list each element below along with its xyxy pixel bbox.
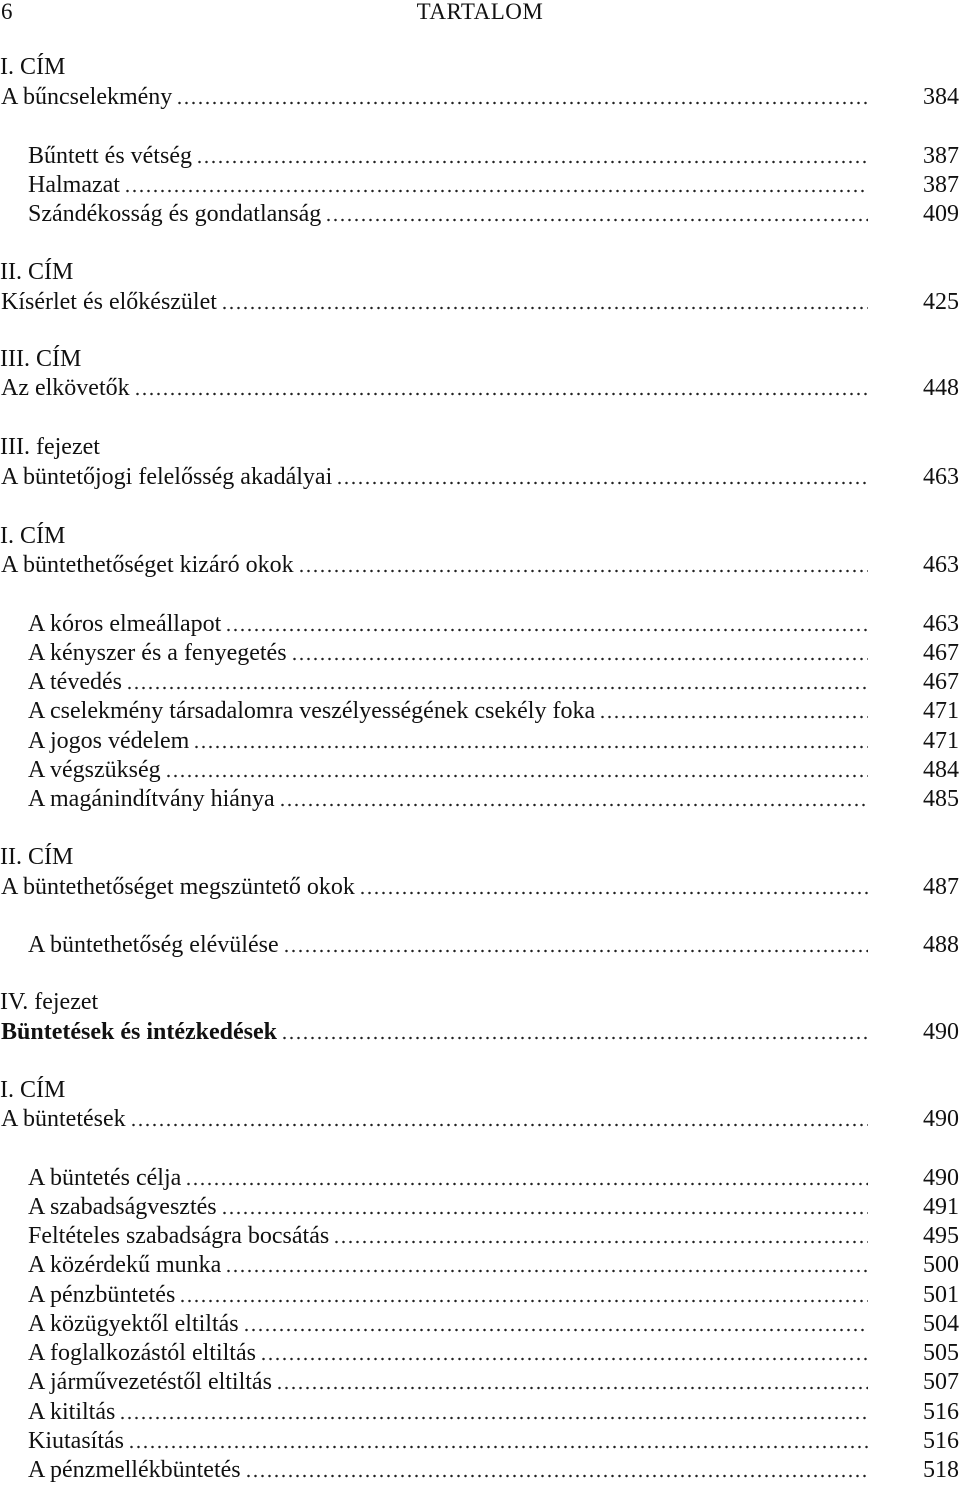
dot-leader (333, 1240, 868, 1244)
dot-leader (279, 803, 868, 807)
dot-leader (193, 745, 868, 749)
toc-entry: A szabadságvesztés 491 (28, 1194, 959, 1220)
toc-entry: A foglalkozástól eltiltás 505 (28, 1340, 959, 1366)
toc-entry: A pénzmellékbüntetés 518 (28, 1457, 959, 1483)
toc-entry: A cselekmény társadalomra veszélyességének csekély foka 471 (28, 698, 959, 724)
dot-leader (298, 569, 868, 573)
toc-entry: A pénzbüntetés 501 (28, 1282, 959, 1308)
toc-entry: A magánindítvány hiánya 485 (28, 786, 959, 812)
running-title: TARTALOM (416, 0, 544, 24)
dot-leader (176, 101, 868, 105)
dot-leader (179, 1299, 868, 1303)
dot-leader (276, 1386, 868, 1390)
dot-leader (165, 774, 868, 778)
dot-leader (291, 657, 868, 661)
toc-entry: Bűntett és vétség 387 (28, 143, 959, 169)
toc-entry: A járművezetéstől eltiltás 507 (28, 1369, 959, 1395)
toc-entry: Feltételes szabadságra bocsátás 495 (28, 1223, 959, 1249)
dot-leader (245, 1474, 868, 1478)
dot-leader (325, 218, 868, 222)
dot-leader (134, 392, 868, 396)
dot-leader (281, 1036, 868, 1040)
dot-leader (221, 306, 868, 310)
dot-leader (126, 686, 868, 690)
toc-entry: A végszükség 484 (28, 757, 959, 783)
toc-entry: Kiutasítás 516 (28, 1428, 959, 1454)
dot-leader (124, 189, 868, 193)
toc-entry: A büntetőjogi felelősség akadályai 463 (1, 464, 959, 490)
toc-entry: Az elkövetők 448 (1, 375, 959, 401)
toc-entry: A büntetés célja 490 (28, 1165, 959, 1191)
dot-leader (599, 715, 868, 719)
toc-entry: A tévedés 467 (28, 669, 959, 695)
toc-heading: IV. fejezet (0, 989, 99, 1015)
toc-heading: II. CÍM (0, 259, 74, 285)
toc-entry: Halmazat 387 (28, 172, 959, 198)
toc-entry: A büntethetőséget kizáró okok 463 (1, 552, 959, 578)
toc-entry: A büntethetőség elévülése 488 (28, 932, 959, 958)
toc-entry: A büntetések 490 (1, 1106, 959, 1132)
toc-entry: A közügyektől eltiltás 504 (28, 1311, 959, 1337)
toc-entry: A kóros elmeállapot 463 (28, 611, 959, 637)
toc-heading: I. CÍM (0, 523, 66, 549)
toc-heading: II. CÍM (0, 844, 74, 870)
dot-leader (260, 1357, 868, 1361)
dot-leader (185, 1182, 868, 1186)
dot-leader (221, 1211, 868, 1215)
dot-leader (130, 1123, 868, 1127)
toc-entry: A büntethetőséget megszüntető okok 487 (1, 874, 959, 900)
toc-entry: A kényszer és a fenyegetés 467 (28, 640, 959, 666)
dot-leader (336, 481, 868, 485)
toc-heading: III. CÍM (0, 346, 82, 372)
toc-entry: A kitiltás 516 (28, 1399, 959, 1425)
page-number: 6 (1, 0, 13, 24)
dot-leader (225, 1269, 868, 1273)
toc-heading: III. fejezet (0, 434, 100, 460)
dot-leader (243, 1328, 868, 1332)
toc-entry: Szándékosság és gondatlanság 409 (28, 201, 959, 227)
toc-heading: I. CÍM (0, 54, 66, 80)
toc-heading: I. CÍM (0, 1077, 66, 1103)
toc-entry: A bűncselekmény 384 (1, 84, 959, 110)
dot-leader (283, 949, 868, 953)
dot-leader (225, 628, 868, 632)
dot-leader (196, 160, 868, 164)
dot-leader (128, 1445, 868, 1449)
dot-leader (119, 1416, 868, 1420)
dot-leader (359, 891, 868, 895)
page-header (0, 0, 960, 26)
toc-entry: A jogos védelem 471 (28, 728, 959, 754)
toc-entry: Büntetések és intézkedések 490 (1, 1019, 959, 1045)
toc-entry: Kísérlet és előkészület 425 (1, 289, 959, 315)
toc-entry: A közérdekű munka 500 (28, 1252, 959, 1278)
